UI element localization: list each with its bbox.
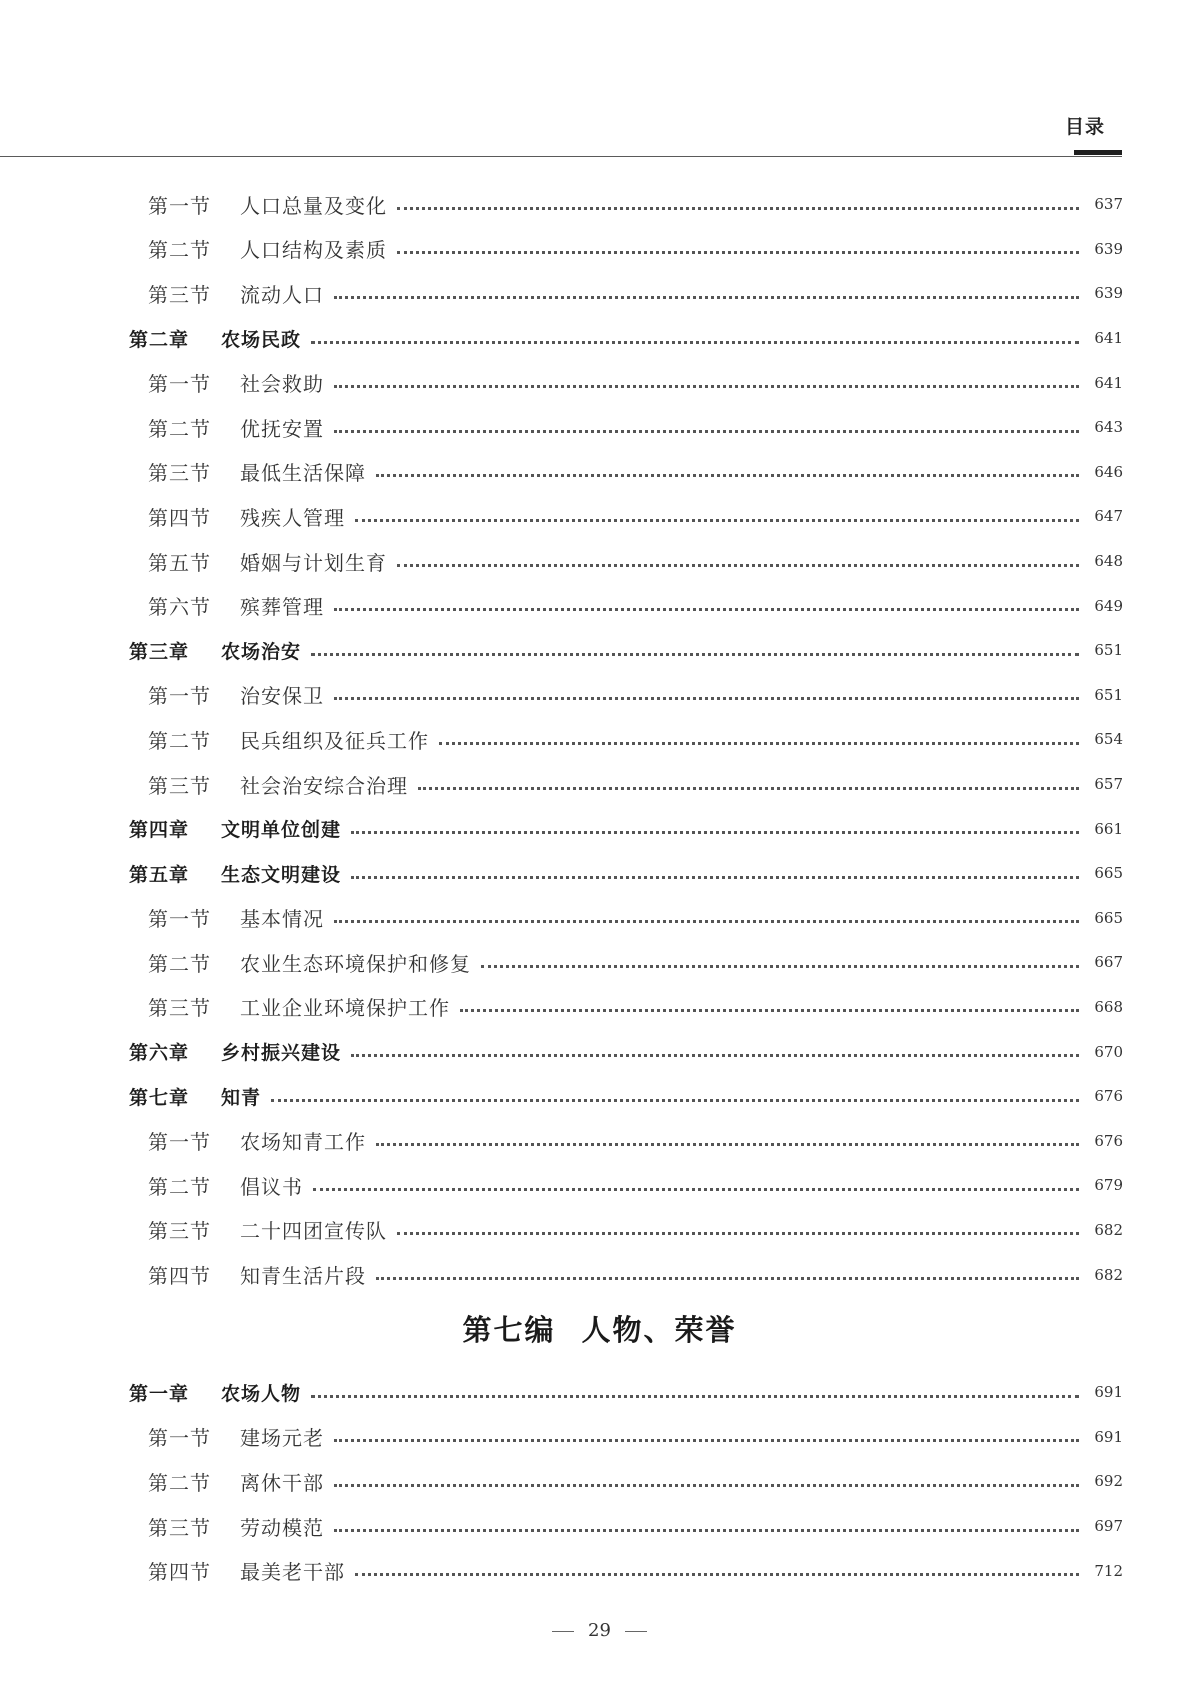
header-title: 目录 [1064, 116, 1105, 138]
toc-entry-title: 婚姻与计划生育 [240, 550, 387, 575]
toc-dot-leader [334, 1484, 1079, 1487]
part-heading-title: 人物、荣誉 [581, 1313, 737, 1347]
toc-entry-title: 社会救助 [240, 372, 324, 397]
toc-entry-number: 第二节 [148, 728, 211, 753]
toc-page-number: 665 [1094, 864, 1123, 883]
toc-section-entry[interactable] [0, 1163, 1199, 1208]
toc-entry-title: 残疾人管理 [240, 505, 345, 530]
footer-dash-left [552, 1631, 574, 1632]
toc-page-number: 665 [1094, 908, 1123, 927]
toc-dot-leader [376, 1143, 1079, 1146]
toc-entry-title: 优抚安置 [240, 416, 324, 441]
header-rule [0, 156, 1122, 157]
toc-dot-leader [311, 341, 1079, 344]
toc-section-entry[interactable] [0, 985, 1199, 1030]
toc-page-number: 641 [1094, 329, 1123, 348]
toc-entry-title: 离休干部 [240, 1470, 324, 1495]
toc-chapter-entry[interactable] [0, 316, 1199, 361]
toc-page-number: 647 [1094, 507, 1123, 526]
toc-section-entry[interactable] [0, 1504, 1199, 1549]
toc-page-number: 657 [1094, 775, 1123, 794]
toc-entry-title: 社会治安综合治理 [240, 773, 408, 798]
toc-entry-number: 第六章 [129, 1042, 190, 1065]
toc-dot-leader [418, 787, 1079, 790]
toc-page-number: 679 [1094, 1176, 1123, 1195]
toc-entry-number: 第四章 [129, 819, 190, 842]
toc-entry-title: 劳动模范 [240, 1515, 324, 1540]
toc-dot-leader [355, 519, 1079, 522]
toc-entry-title: 基本情况 [240, 907, 324, 932]
toc-page-number: 712 [1094, 1561, 1123, 1580]
toc-entry-title: 文明单位创建 [221, 819, 342, 842]
toc-entry-title: 流动人口 [240, 282, 324, 307]
toc-page-number: 649 [1094, 596, 1123, 615]
toc-section-entry[interactable] [0, 450, 1199, 495]
toc-entry-title: 农场民政 [221, 328, 302, 351]
toc-entry-number: 第一节 [148, 1426, 211, 1451]
toc-entry-number: 第二节 [148, 1174, 211, 1199]
toc-dot-leader [397, 251, 1079, 254]
toc-entry-title: 治安保卫 [240, 684, 324, 709]
toc-dot-leader [397, 564, 1079, 567]
toc-chapter-entry[interactable] [0, 628, 1199, 673]
toc-section-entry[interactable] [0, 673, 1199, 718]
toc-entry-number: 第三节 [148, 996, 211, 1021]
toc-page-number: 667 [1094, 953, 1123, 972]
header-tab-marker [1074, 150, 1122, 155]
toc-chapter-entry[interactable] [0, 851, 1199, 896]
toc-page-number: 654 [1094, 730, 1123, 749]
toc-entry-number: 第二节 [148, 416, 211, 441]
toc-entry-number: 第二节 [148, 951, 211, 976]
toc-entry-title: 农业生态环境保护和修复 [240, 951, 471, 976]
toc-entry-number: 第三节 [148, 282, 211, 307]
toc-entry-title: 知青生活片段 [240, 1264, 366, 1289]
toc-chapter-entry[interactable] [0, 1370, 1199, 1415]
toc-page-number: 646 [1094, 462, 1123, 481]
toc-page-number: 643 [1094, 418, 1123, 437]
toc-dot-leader [313, 1188, 1079, 1191]
toc-entry-title: 殡葬管理 [240, 595, 324, 620]
toc-entry-number: 第二章 [129, 328, 190, 351]
toc-entry-title: 农场治安 [221, 640, 302, 663]
toc-dot-leader [439, 742, 1079, 745]
toc-section-entry[interactable] [0, 940, 1199, 985]
toc-entry-title: 知青 [221, 1086, 262, 1109]
toc-section-entry[interactable] [0, 1415, 1199, 1460]
toc-page-number: 637 [1094, 195, 1123, 214]
page-footer [0, 1620, 1199, 1641]
toc-page-number: 691 [1094, 1427, 1123, 1446]
toc-entry-number: 第三节 [148, 773, 211, 798]
toc-section-entry[interactable] [0, 1118, 1199, 1163]
toc-page-number: 682 [1094, 1265, 1123, 1284]
toc-section-entry[interactable] [0, 1459, 1199, 1504]
toc-section-entry[interactable] [0, 360, 1199, 405]
toc-page-number: 661 [1094, 819, 1123, 838]
toc-dot-leader [334, 697, 1079, 700]
toc-section-entry[interactable] [0, 717, 1199, 762]
toc-page-number: 697 [1094, 1517, 1123, 1536]
toc-page-number: 692 [1094, 1472, 1123, 1491]
toc-page-number: 676 [1094, 1131, 1123, 1150]
part-heading [0, 1308, 1199, 1349]
toc-chapter-entry[interactable] [0, 806, 1199, 851]
toc-page-number: 651 [1094, 641, 1123, 660]
toc-entry-number: 第一节 [148, 372, 211, 397]
toc-entry-title: 最低生活保障 [240, 461, 366, 486]
toc-entry-number: 第一节 [148, 193, 211, 218]
toc-dot-leader [271, 1099, 1079, 1102]
toc-entry-title: 二十四团宣传队 [240, 1219, 387, 1244]
toc-entry-title: 人口总量及变化 [240, 193, 387, 218]
toc-entry-title: 工业企业环境保护工作 [240, 996, 450, 1021]
toc-entry-number: 第四节 [148, 505, 211, 530]
toc-section-entry[interactable] [0, 1252, 1199, 1297]
footer-dash-right [625, 1631, 647, 1632]
toc-entry-title: 农场人物 [221, 1382, 302, 1405]
toc-entry-number: 第七章 [129, 1086, 190, 1109]
toc-section-entry[interactable] [0, 1208, 1199, 1253]
toc-entry-title: 乡村振兴建设 [221, 1042, 342, 1065]
toc-entry-title: 倡议书 [240, 1174, 303, 1199]
toc-entry-title: 最美老干部 [240, 1560, 345, 1585]
toc-dot-leader [334, 920, 1079, 923]
toc-dot-leader [481, 965, 1079, 968]
toc-page-number: 668 [1094, 997, 1123, 1016]
toc-page-number: 641 [1094, 373, 1123, 392]
toc-page-number: 691 [1094, 1383, 1123, 1402]
toc-dot-leader [351, 1054, 1079, 1057]
toc-entry-number: 第三节 [148, 461, 211, 486]
toc-dot-leader [460, 1009, 1079, 1012]
toc-dot-leader [397, 1232, 1079, 1235]
toc-entry-title: 人口结构及素质 [240, 238, 387, 263]
toc-dot-leader [334, 430, 1079, 433]
page-number: 29 [588, 1620, 611, 1641]
toc-section-entry[interactable] [0, 494, 1199, 539]
toc-page-number: 651 [1094, 685, 1123, 704]
toc-section-entry[interactable] [0, 539, 1199, 584]
toc-page-number: 648 [1094, 552, 1123, 571]
toc-entry-number: 第五节 [148, 550, 211, 575]
toc-entry-title: 建场元老 [240, 1426, 324, 1451]
table-of-contents-part-seven [0, 1370, 1199, 1593]
toc-dot-leader [334, 1529, 1079, 1532]
toc-dot-leader [376, 474, 1079, 477]
toc-section-entry[interactable] [0, 583, 1199, 628]
toc-dot-leader [334, 296, 1079, 299]
toc-entry-number: 第一节 [148, 684, 211, 709]
toc-page-number: 676 [1094, 1087, 1123, 1106]
toc-section-entry[interactable] [0, 405, 1199, 450]
toc-dot-leader [351, 831, 1079, 834]
toc-page-number: 682 [1094, 1220, 1123, 1239]
toc-page-number: 639 [1094, 239, 1123, 258]
toc-entry-number: 第四节 [148, 1264, 211, 1289]
part-heading-label: 第七编 [462, 1313, 556, 1347]
toc-chapter-entry[interactable] [0, 1029, 1199, 1074]
toc-section-entry[interactable] [0, 271, 1199, 316]
toc-entry-title: 民兵组织及征兵工作 [240, 728, 429, 753]
toc-entry-number: 第三章 [129, 640, 190, 663]
toc-entry-number: 第六节 [148, 595, 211, 620]
toc-dot-leader [397, 207, 1079, 210]
toc-chapter-entry[interactable] [0, 1074, 1199, 1119]
toc-dot-leader [351, 876, 1079, 879]
toc-section-entry[interactable] [0, 182, 1199, 227]
toc-entry-number: 第三节 [148, 1219, 211, 1244]
toc-entry-number: 第一节 [148, 907, 211, 932]
toc-entry-number: 第五章 [129, 863, 190, 886]
toc-dot-leader [334, 608, 1079, 611]
toc-section-entry[interactable] [0, 227, 1199, 272]
toc-page-number: 670 [1094, 1042, 1123, 1061]
toc-entry-title: 农场知青工作 [240, 1130, 366, 1155]
table-of-contents [0, 182, 1199, 1297]
toc-entry-number: 第一节 [148, 1130, 211, 1155]
toc-dot-leader [334, 385, 1079, 388]
toc-dot-leader [311, 653, 1079, 656]
toc-dot-leader [311, 1395, 1079, 1398]
toc-page-number: 639 [1094, 284, 1123, 303]
toc-entry-number: 第二节 [148, 238, 211, 263]
toc-dot-leader [376, 1277, 1079, 1280]
toc-entry-number: 第三节 [148, 1515, 211, 1540]
toc-section-entry[interactable] [0, 1548, 1199, 1593]
toc-entry-number: 第一章 [129, 1382, 190, 1405]
toc-entry-number: 第二节 [148, 1470, 211, 1495]
toc-dot-leader [334, 1439, 1079, 1442]
toc-dot-leader [355, 1573, 1079, 1576]
toc-section-entry[interactable] [0, 896, 1199, 941]
toc-section-entry[interactable] [0, 762, 1199, 807]
toc-entry-number: 第四节 [148, 1560, 211, 1585]
toc-entry-title: 生态文明建设 [221, 863, 342, 886]
